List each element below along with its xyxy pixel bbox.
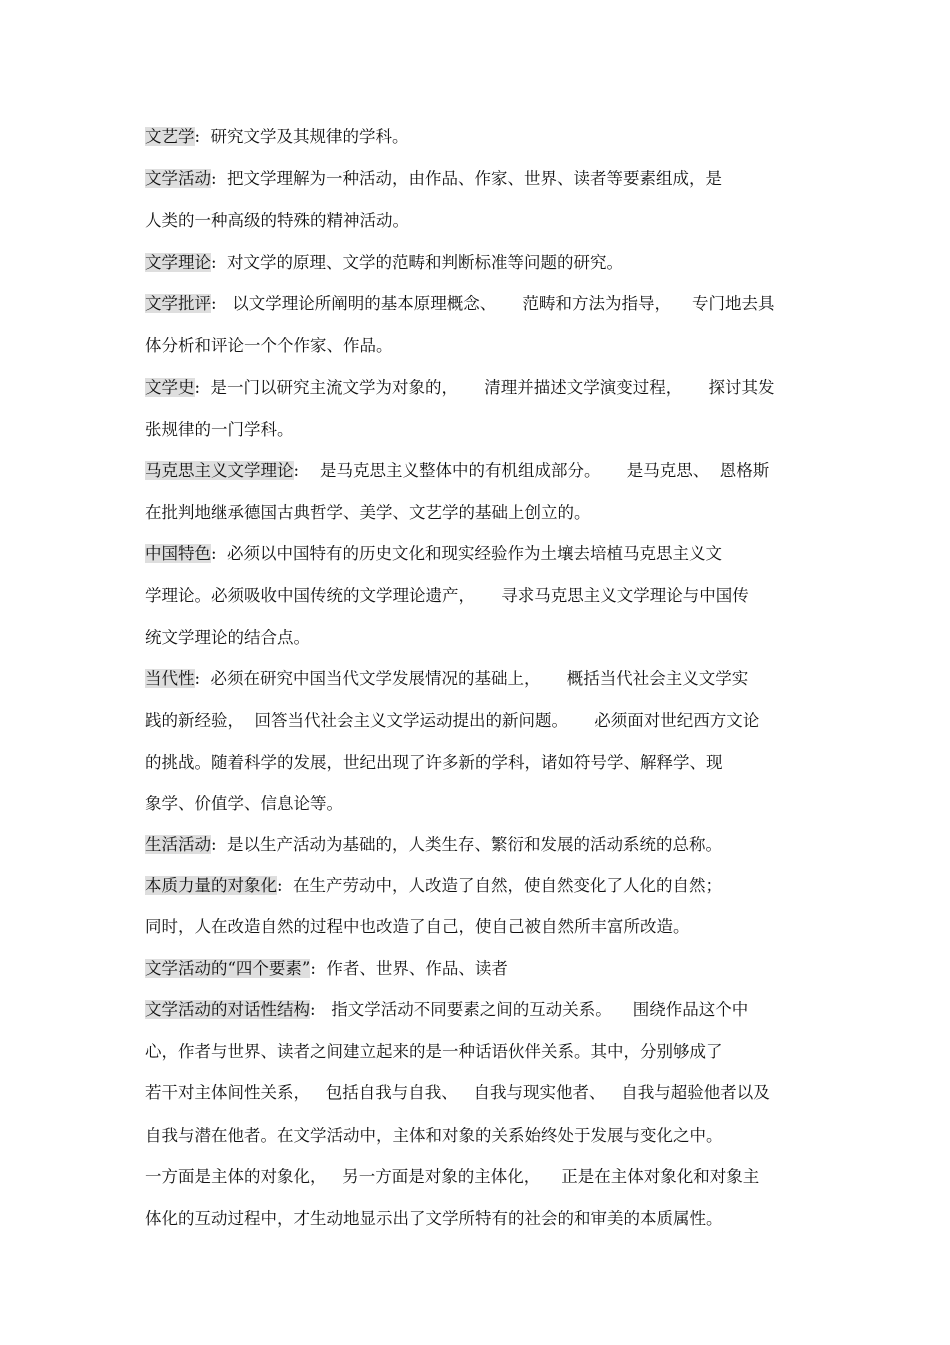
term-label: 本质力量的对象化 — [145, 876, 277, 895]
term-label: 文学史 — [145, 378, 195, 397]
term-label: 文学活动的对话性结构 — [145, 1000, 310, 1019]
text-line — [145, 251, 623, 275]
definition-text: 统文学理论的结合点。 — [145, 628, 310, 647]
term-label: 当代性 — [145, 669, 195, 688]
text-line — [145, 418, 294, 442]
term-label: 文学批评 — [145, 294, 211, 313]
text-line — [145, 751, 723, 775]
definition-text: : 以文学理论所阐明的基本原理概念、 范畴和方法为指导， 专门地去具 — [211, 294, 775, 313]
definition-text: 若干对主体间性关系， 包括自我与自我、 自我与现实他者、 自我与超验他者以及 — [145, 1083, 770, 1102]
definition-text: : 是马克思主义整体中的有机组成部分。 是马克思、 恩格斯 — [293, 461, 770, 480]
text-line — [145, 1040, 723, 1064]
definition-text: 人类的一种高级的特殊的精神活动。 — [145, 211, 409, 230]
definition-text: 践的新经验， 回答当代社会主义文学运动提出的新问题。 必须面对世纪西方文论 — [145, 711, 760, 730]
definition-text: : 是一门以研究主流文学为对象的， 清理并描述文学演变过程， 探讨其发 — [194, 378, 775, 397]
term-label: 文学活动的“四个要素” — [145, 959, 311, 978]
definition-text: 一方面是主体的对象化， 另一方面是对象的主体化， 正是在主体对象化和对象主 — [145, 1167, 760, 1186]
definition-text: 心，作者与世界、读者之间建立起来的是一种话语伙伴关系。其中，分别够成了 — [145, 1042, 723, 1061]
definition-text: 体化的互动过程中，才生动地显示出了文学所特有的社会的和审美的本质属性。 — [145, 1209, 723, 1228]
term-label: 马克思主义文学理论 — [145, 461, 294, 480]
text-line — [145, 1207, 723, 1231]
text-line — [145, 833, 722, 857]
text-line — [145, 125, 409, 149]
text-line — [145, 376, 775, 400]
text-line — [145, 667, 748, 691]
term-label: 文艺学 — [145, 127, 195, 146]
text-line — [145, 334, 393, 358]
text-line — [145, 998, 748, 1022]
definition-text: : 把文学理解为一种活动，由作品、作家、世界、读者等要素组成，是 — [211, 169, 723, 188]
definition-text: : 必须以中国特有的历史文化和现实经验作为土壤去培植马克思主义文 — [211, 544, 723, 563]
definition-text: 同时，人在改造自然的过程中也改造了自己，使自己被自然所丰富所改造。 — [145, 917, 690, 936]
definition-text: : 作者、世界、作品、读者 — [310, 959, 508, 978]
text-line — [145, 209, 409, 233]
definition-text: 的挑战。随着科学的发展，世纪出现了许多新的学科，诸如符号学、解释学、现 — [145, 753, 723, 772]
text-line — [145, 542, 722, 566]
text-line — [145, 709, 759, 733]
text-line — [145, 501, 591, 525]
text-line — [145, 957, 508, 981]
term-label: 文学理论 — [145, 253, 211, 272]
text-line — [145, 915, 690, 939]
definition-text: 学理论。必须吸收中国传统的文学理论遗产， 寻求马克思主义文学理论与中国传 — [145, 586, 749, 605]
definition-text: : 指文学活动不同要素之间的互动关系。 围绕作品这个中 — [310, 1000, 749, 1019]
definition-text: : 在生产劳动中，人改造了自然，使自然变化了人化的自然； — [277, 876, 723, 895]
text-line — [145, 1165, 759, 1189]
definition-text: 自我与潜在他者。在文学活动中，主体和对象的关系始终处于发展与变化之中。 — [145, 1126, 723, 1145]
definition-text: : 对文学的原理、文学的范畴和判断标准等问题的研究。 — [211, 253, 624, 272]
definition-text: 张规律的一门学科。 — [145, 420, 294, 439]
definition-text: : 必须在研究中国当代文学发展情况的基础上， 概括当代社会主义文学实 — [194, 669, 749, 688]
definition-text: : 研究文学及其规律的学科。 — [194, 127, 409, 146]
text-line — [145, 292, 775, 316]
text-line — [145, 584, 749, 608]
term-label: 文学活动 — [145, 169, 211, 188]
definition-text: : 是以生产活动为基础的，人类生存、繁衍和发展的活动系统的总称。 — [211, 835, 723, 854]
term-label: 生活活动 — [145, 835, 211, 854]
definition-text: 体分析和评论一个个作家、作品。 — [145, 336, 393, 355]
term-label: 中国特色 — [145, 544, 211, 563]
definition-text: 象学、价值学、信息论等。 — [145, 794, 343, 813]
text-line — [145, 1081, 770, 1105]
text-line — [145, 792, 343, 816]
text-line — [145, 459, 769, 483]
definition-text: 在批判地继承德国古典哲学、美学、文艺学的基础上创立的。 — [145, 503, 591, 522]
text-line — [145, 626, 310, 650]
text-line — [145, 1124, 723, 1148]
text-line — [145, 874, 722, 898]
text-line — [145, 167, 722, 191]
